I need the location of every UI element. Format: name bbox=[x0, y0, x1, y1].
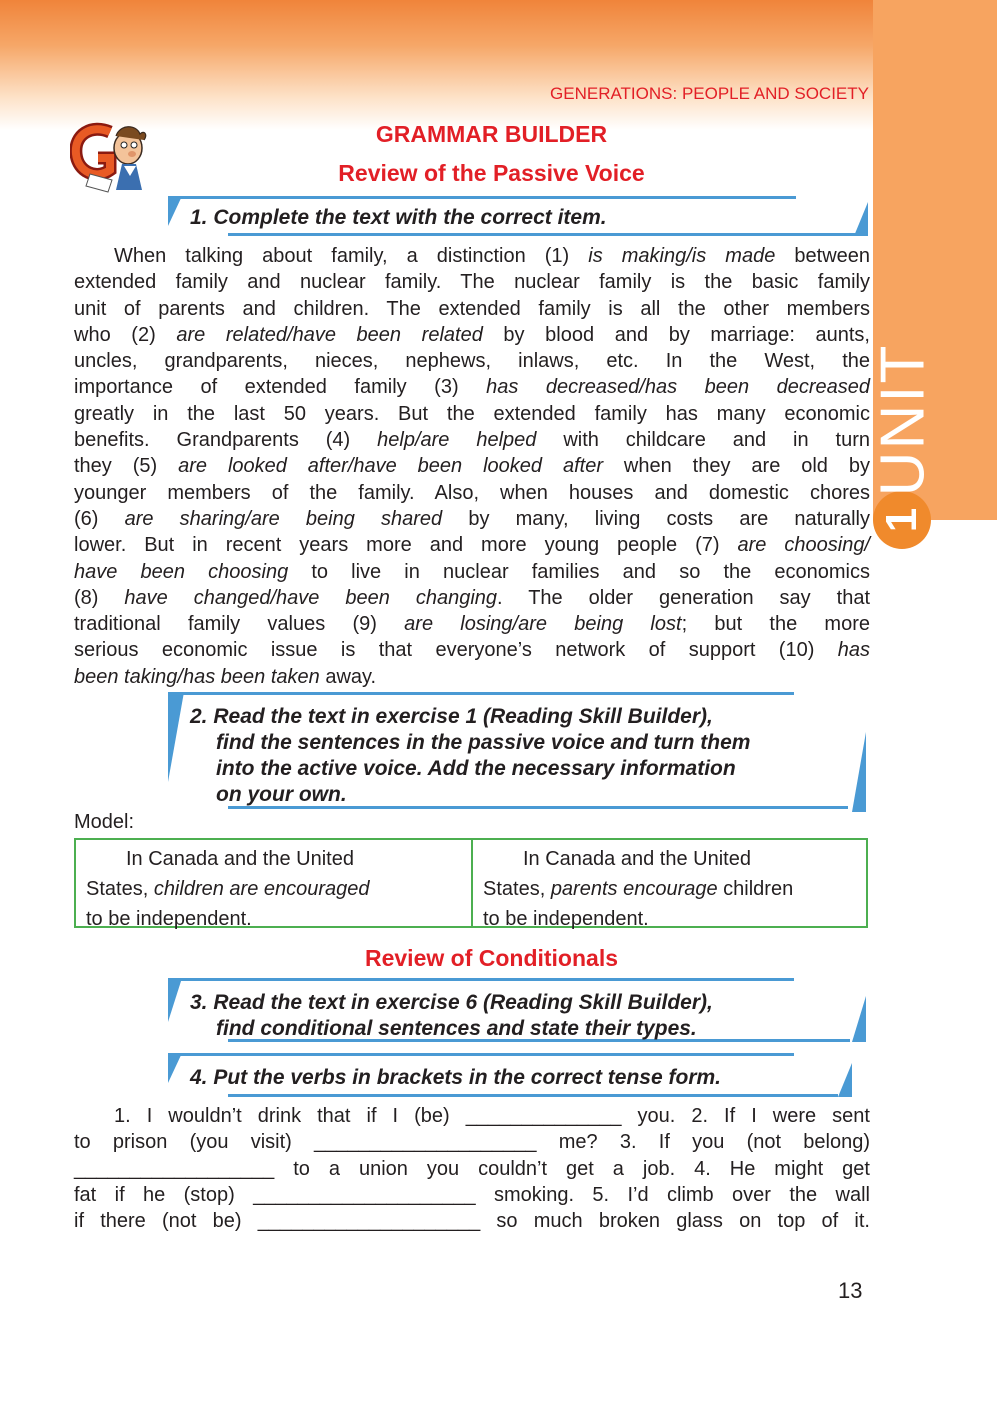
answer-options: help/are helped bbox=[377, 429, 537, 452]
passage-text: When talking about family, a distinction (1) bbox=[114, 245, 589, 267]
passage-text: serious economic issue is that everyone’s network of support (10) bbox=[74, 639, 838, 662]
model-table bbox=[74, 838, 868, 928]
passage-text: who (2) bbox=[74, 323, 177, 346]
passage-text: to live in nuclear families and so the economics bbox=[288, 560, 870, 583]
exercise-3-line-2: find conditional sentences and state their types. bbox=[216, 1017, 697, 1040]
exercise-4-header bbox=[168, 1053, 868, 1099]
exercise-1-instruction: 1. Complete the text with the correct item. bbox=[190, 206, 607, 229]
exercise-4-line: fat if he (stop) ____________________ smoking. 5. I’d climb over the wall bbox=[74, 1183, 870, 1206]
exercise-2-line-1: 2. Read the text in exercise 1 (Reading Skill Builder), bbox=[190, 705, 713, 728]
passage-text: by blood and by marriage: aunts, bbox=[482, 323, 870, 346]
model-label: Model: bbox=[74, 811, 135, 833]
passage-line bbox=[74, 637, 870, 663]
model-active-cell bbox=[471, 840, 866, 930]
passage-text: extended family and nuclear family. The nuclear family is the basic family bbox=[74, 271, 870, 294]
grammar-builder-heading: GRAMMAR BUILDER bbox=[375, 121, 608, 147]
answer-options: are choosing/ bbox=[737, 534, 870, 557]
answer-options: has decreased/has been decreased bbox=[486, 376, 870, 399]
passage-text: lower. But in recent years more and more young people (7) bbox=[74, 534, 738, 557]
model-right-text: States, bbox=[483, 878, 551, 900]
passage-line bbox=[74, 532, 870, 558]
unit-word: UNIT bbox=[868, 343, 938, 497]
passage-text: when they are old by bbox=[603, 455, 870, 478]
model-right-line-2 bbox=[483, 874, 856, 904]
exercise-4-line: __________________ to a union you couldn’t get a job. 4. He might get bbox=[74, 1157, 870, 1180]
passage-text: with childcare and in turn bbox=[536, 429, 871, 452]
model-right-text-2: children bbox=[717, 878, 794, 900]
answer-options: been taking/has been taken bbox=[74, 665, 320, 688]
passage-text: greatly in the last 50 years. But the extended family has many economic bbox=[74, 402, 870, 425]
exercise-4-line: 1. I wouldn’t drink that if I (be) ______________ you. 2. If I were sent bbox=[114, 1105, 870, 1127]
passage-text: away. bbox=[319, 665, 377, 688]
passage-text: (8) bbox=[74, 586, 125, 609]
exercise-4-line: if there (not be) ____________________ so much broken glass on top of it. bbox=[74, 1210, 870, 1233]
exercise-1-header bbox=[168, 196, 868, 240]
passage-line bbox=[74, 269, 870, 295]
model-passive-cell bbox=[76, 840, 471, 930]
model-right-line-1: In Canada and the United bbox=[523, 848, 751, 870]
model-left-italic: children are encouraged bbox=[153, 878, 370, 900]
passage-line bbox=[74, 506, 870, 532]
conditionals-heading: Review of Conditionals bbox=[364, 945, 619, 971]
passage-line bbox=[74, 585, 870, 611]
passage-line bbox=[74, 453, 870, 479]
exercise-3-line-1: 3. Read the text in exercise 6 (Reading Skill Builder), bbox=[190, 991, 713, 1014]
exercise-4-instruction: 4. Put the verbs in brackets in the correct tense form. bbox=[190, 1066, 721, 1089]
model-left-line-3: to be independent. bbox=[86, 908, 252, 930]
passage-line bbox=[74, 374, 870, 400]
passage-text: by many, living costs are naturally bbox=[442, 507, 870, 530]
answer-options: are losing/are being lost bbox=[404, 613, 682, 636]
passage-text: unit of parents and children. The extended family is all the other members bbox=[74, 297, 870, 320]
page-number: 13 bbox=[838, 1278, 863, 1303]
passage-text: uncles, grandparents, nieces, nephews, inlaws, etc. In the West, the bbox=[74, 350, 870, 373]
passage-line bbox=[74, 243, 870, 269]
passage-text: . The older generation say that bbox=[497, 586, 870, 609]
passage-text: between bbox=[775, 245, 871, 267]
model-left-line-1: In Canada and the United bbox=[126, 848, 354, 870]
passive-voice-heading: Review of the Passive Voice bbox=[338, 160, 645, 186]
passage-text: younger members of the family. Also, when houses and domestic chores bbox=[74, 481, 870, 504]
passage-text: ; but the more bbox=[681, 613, 870, 636]
exercise-2-header bbox=[168, 692, 868, 812]
answer-options: are sharing/are being shared bbox=[124, 507, 443, 530]
exercise-4-passage bbox=[74, 1103, 870, 1234]
answer-options: is making/is made bbox=[588, 245, 776, 267]
exercise-2-line-4: on your own. bbox=[216, 783, 347, 806]
passage-text: importance of extended family (3) bbox=[74, 376, 487, 399]
model-right-italic: parents encourage bbox=[550, 878, 718, 900]
passage-text: they (5) bbox=[74, 455, 179, 478]
answer-options: have been choosing bbox=[74, 560, 289, 583]
model-left-line-2 bbox=[86, 874, 461, 904]
passage-line bbox=[74, 296, 870, 322]
exercise-4-line: to prison (you visit) ____________________ me? 3. If you (not belong) bbox=[74, 1131, 870, 1154]
exercise-3-header bbox=[168, 978, 868, 1046]
passage-line bbox=[74, 322, 870, 348]
model-left-text: States, bbox=[86, 878, 154, 900]
passage-line bbox=[74, 401, 870, 427]
answer-options: has bbox=[837, 639, 870, 662]
passage-text: (6) bbox=[74, 507, 125, 530]
passage-line bbox=[74, 559, 870, 585]
unit-number: 1 bbox=[877, 507, 926, 533]
answer-options: are looked after/have been looked after bbox=[178, 455, 603, 478]
passage-text: benefits. Grandparents (4) bbox=[74, 429, 378, 452]
exercise-2-line-2: find the sentences in the passive voice and turn them bbox=[216, 731, 751, 754]
answer-options: have changed/have been changing bbox=[124, 586, 498, 609]
passage-line bbox=[74, 611, 870, 637]
passage-line bbox=[74, 480, 870, 506]
passage-line bbox=[74, 427, 870, 453]
top-gradient-band bbox=[0, 0, 873, 130]
exercise-2-line-3: into the active voice. Add the necessary information bbox=[216, 757, 736, 780]
header-title: GENERATIONS: PEOPLE AND SOCIETY bbox=[550, 84, 869, 103]
answer-options: are related/have been related bbox=[176, 323, 483, 346]
passage-text: traditional family values (9) bbox=[74, 613, 405, 636]
passage-line bbox=[74, 664, 870, 690]
exercise-1-passage bbox=[74, 243, 870, 690]
passage-line bbox=[74, 348, 870, 374]
model-right-line-3: to be independent. bbox=[483, 908, 649, 930]
